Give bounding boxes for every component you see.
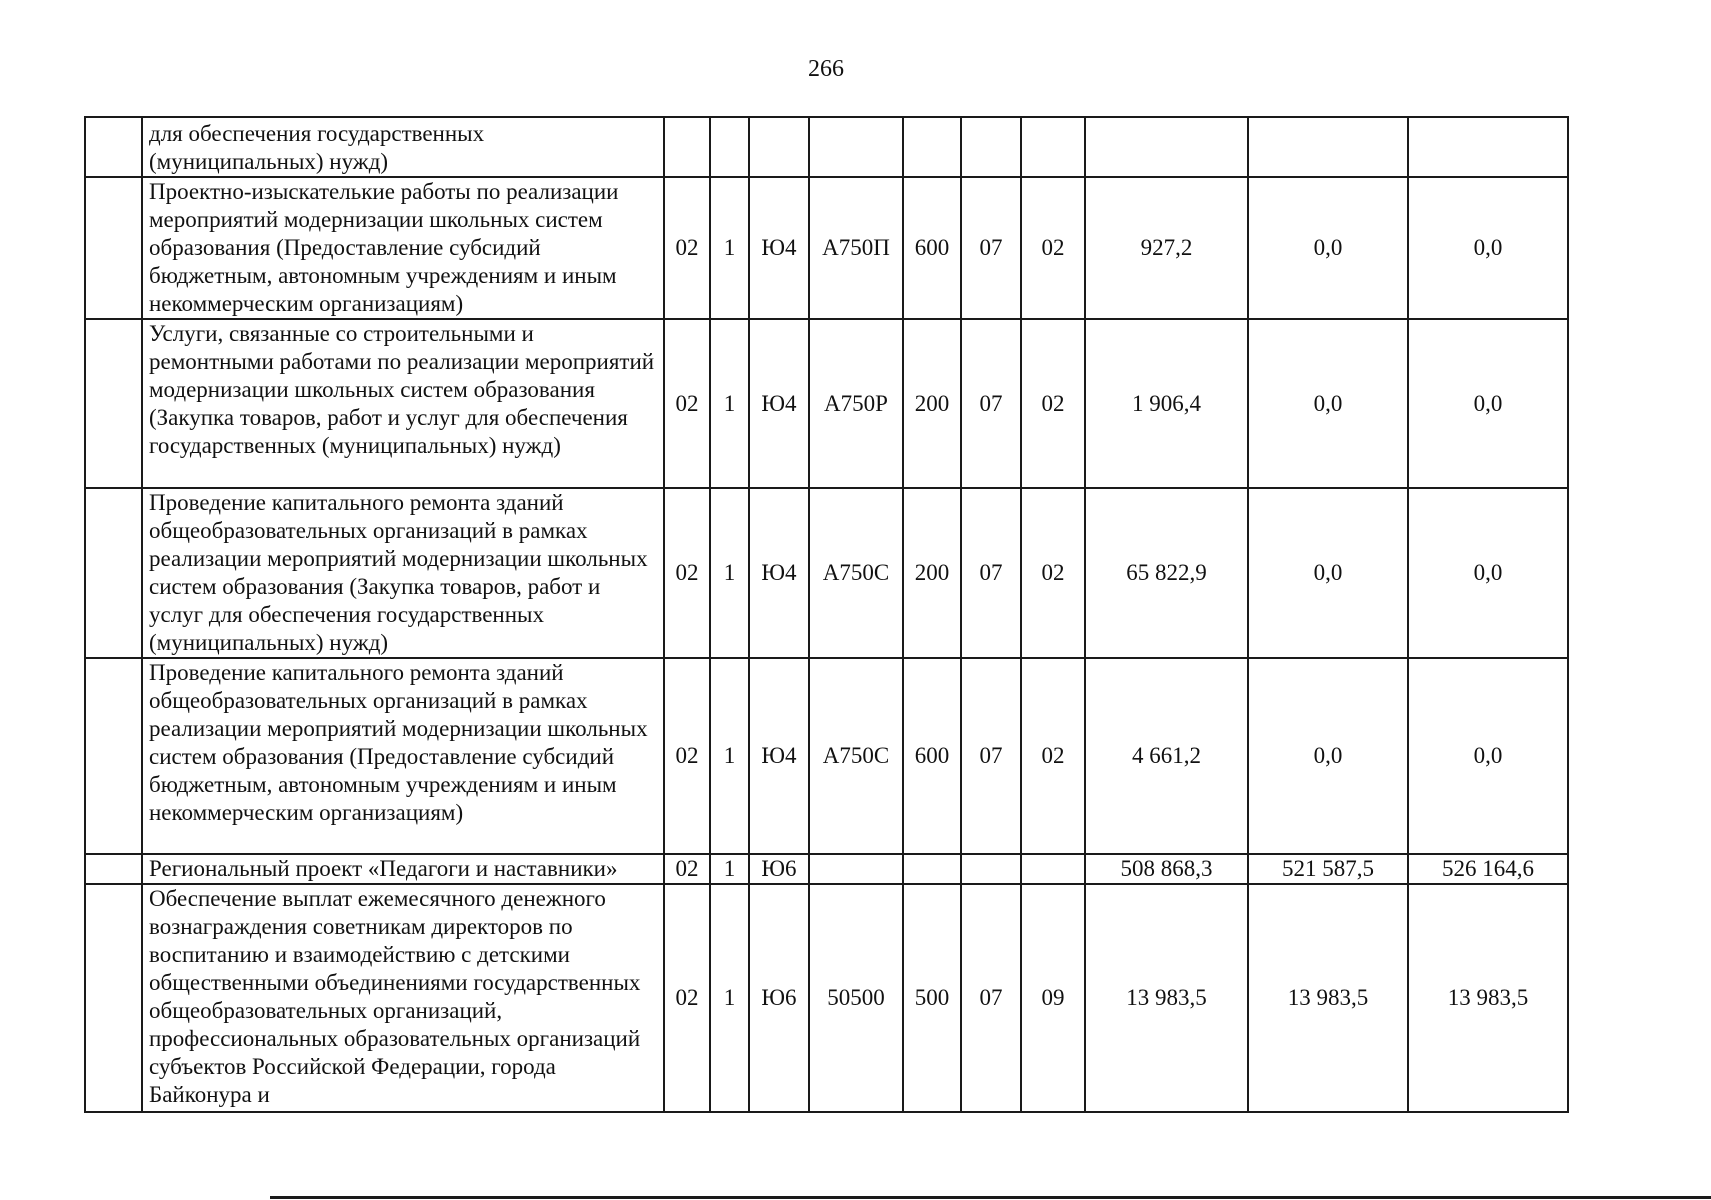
table-row: [85, 319, 1568, 488]
expense-type-cell: 600: [903, 177, 961, 319]
section-cell: 07: [961, 319, 1021, 488]
section-cell: 07: [961, 884, 1021, 1112]
amount-year-3-cell: 526 164,6: [1408, 854, 1568, 884]
ministry-code-cell: 02: [664, 319, 710, 488]
amount-year-2-cell: 0,0: [1248, 658, 1408, 854]
amount-year-2-cell: 13 983,5: [1248, 884, 1408, 1112]
amount-year-1-cell: [1085, 117, 1248, 177]
ministry-code-cell: 02: [664, 854, 710, 884]
direction-code-cell: 50500: [809, 884, 903, 1112]
ministry-code-cell: 02: [664, 884, 710, 1112]
program-code-cell: 1: [710, 884, 749, 1112]
amount-year-1-cell: 13 983,5: [1085, 884, 1248, 1112]
subsection-cell: 02: [1021, 177, 1085, 319]
program-code-cell: 1: [710, 488, 749, 658]
section-cell: 07: [961, 658, 1021, 854]
page-number: 266: [808, 56, 844, 82]
program-code-cell: 1: [710, 177, 749, 319]
program-code-cell: 1: [710, 319, 749, 488]
row-number-cell: [85, 884, 142, 1112]
item-name-cell: Проведение капитального ремонта зданий общеобразовательных организаций в рамках реализации мероприятий модернизации школьных систем образования (Закупка товаров, работ и услуг для обеспечения государственных (муниципальных) нужд): [142, 488, 664, 658]
item-name-cell: Проведение капитального ремонта зданий общеобразовательных организаций в рамках реализации мероприятий модернизации школьных систем образования (Предоставление субсидий бюджетным, автономным учреждениям и иным некоммерческим организациям): [142, 658, 664, 854]
project-code-cell: Ю4: [749, 488, 809, 658]
item-name-cell: Услуги, связанные со строительными и ремонтными работами по реализации мероприятий модернизации школьных систем образования (Закупка товаров, работ и услуг для обеспечения государственных (муниципальных) нужд): [142, 319, 664, 488]
bottom-scan-rule: [270, 1196, 1711, 1199]
amount-year-2-cell: 0,0: [1248, 319, 1408, 488]
ministry-code-cell: 02: [664, 658, 710, 854]
expense-type-cell: 500: [903, 884, 961, 1112]
project-code-cell: Ю4: [749, 658, 809, 854]
table-row: [85, 658, 1568, 854]
table-row: [85, 854, 1568, 884]
item-name-cell: Проектно-изыскателькие работы по реализации мероприятий модернизации школьных систем образования (Предоставление субсидий бюджетным, автономным учреждениям и иным некоммерческим организациям): [142, 177, 664, 319]
direction-code-cell: [809, 854, 903, 884]
row-number-cell: [85, 488, 142, 658]
table-row: [85, 117, 1568, 177]
amount-year-3-cell: 0,0: [1408, 319, 1568, 488]
subsection-cell: 02: [1021, 658, 1085, 854]
subsection-cell: 09: [1021, 884, 1085, 1112]
budget-table: [84, 116, 1569, 1113]
section-cell: [961, 117, 1021, 177]
amount-year-1-cell: 508 868,3: [1085, 854, 1248, 884]
item-name-cell: Региональный проект «Педагоги и наставники»: [142, 854, 664, 884]
expense-type-cell: [903, 854, 961, 884]
ministry-code-cell: [664, 117, 710, 177]
project-code-cell: [749, 117, 809, 177]
direction-code-cell: А750П: [809, 177, 903, 319]
expense-type-cell: [903, 117, 961, 177]
subsection-cell: 02: [1021, 488, 1085, 658]
item-name-cell: для обеспечения государственных (муниципальных) нужд): [142, 117, 664, 177]
row-number-cell: [85, 117, 142, 177]
row-number-cell: [85, 658, 142, 854]
program-code-cell: [710, 117, 749, 177]
direction-code-cell: [809, 117, 903, 177]
amount-year-1-cell: 65 822,9: [1085, 488, 1248, 658]
subsection-cell: [1021, 117, 1085, 177]
amount-year-2-cell: 521 587,5: [1248, 854, 1408, 884]
section-cell: 07: [961, 177, 1021, 319]
amount-year-1-cell: 927,2: [1085, 177, 1248, 319]
amount-year-2-cell: 0,0: [1248, 488, 1408, 658]
row-number-cell: [85, 319, 142, 488]
table-row: [85, 177, 1568, 319]
amount-year-1-cell: 1 906,4: [1085, 319, 1248, 488]
project-code-cell: Ю6: [749, 884, 809, 1112]
ministry-code-cell: 02: [664, 177, 710, 319]
amount-year-2-cell: [1248, 117, 1408, 177]
amount-year-2-cell: 0,0: [1248, 177, 1408, 319]
direction-code-cell: А750С: [809, 488, 903, 658]
amount-year-3-cell: 13 983,5: [1408, 884, 1568, 1112]
expense-type-cell: 200: [903, 319, 961, 488]
table-row: [85, 488, 1568, 658]
direction-code-cell: А750С: [809, 658, 903, 854]
subsection-cell: 02: [1021, 319, 1085, 488]
section-cell: 07: [961, 488, 1021, 658]
amount-year-3-cell: 0,0: [1408, 488, 1568, 658]
amount-year-3-cell: 0,0: [1408, 658, 1568, 854]
amount-year-1-cell: 4 661,2: [1085, 658, 1248, 854]
table-row: [85, 884, 1568, 1112]
row-number-cell: [85, 854, 142, 884]
item-name-cell: Обеспечение выплат ежемесячного денежного вознаграждения советникам директоров по воспитанию и взаимодействию с детскими общественными объединениями государственных общеобразовательных организаций, профессиональных образовательных организаций субъектов Российской Федерации, города Байконура и: [142, 884, 664, 1112]
program-code-cell: 1: [710, 658, 749, 854]
amount-year-3-cell: 0,0: [1408, 177, 1568, 319]
expense-type-cell: 200: [903, 488, 961, 658]
subsection-cell: [1021, 854, 1085, 884]
project-code-cell: Ю4: [749, 177, 809, 319]
program-code-cell: 1: [710, 854, 749, 884]
section-cell: [961, 854, 1021, 884]
row-number-cell: [85, 177, 142, 319]
direction-code-cell: А750Р: [809, 319, 903, 488]
project-code-cell: Ю4: [749, 319, 809, 488]
ministry-code-cell: 02: [664, 488, 710, 658]
expense-type-cell: 600: [903, 658, 961, 854]
project-code-cell: Ю6: [749, 854, 809, 884]
amount-year-3-cell: [1408, 117, 1568, 177]
